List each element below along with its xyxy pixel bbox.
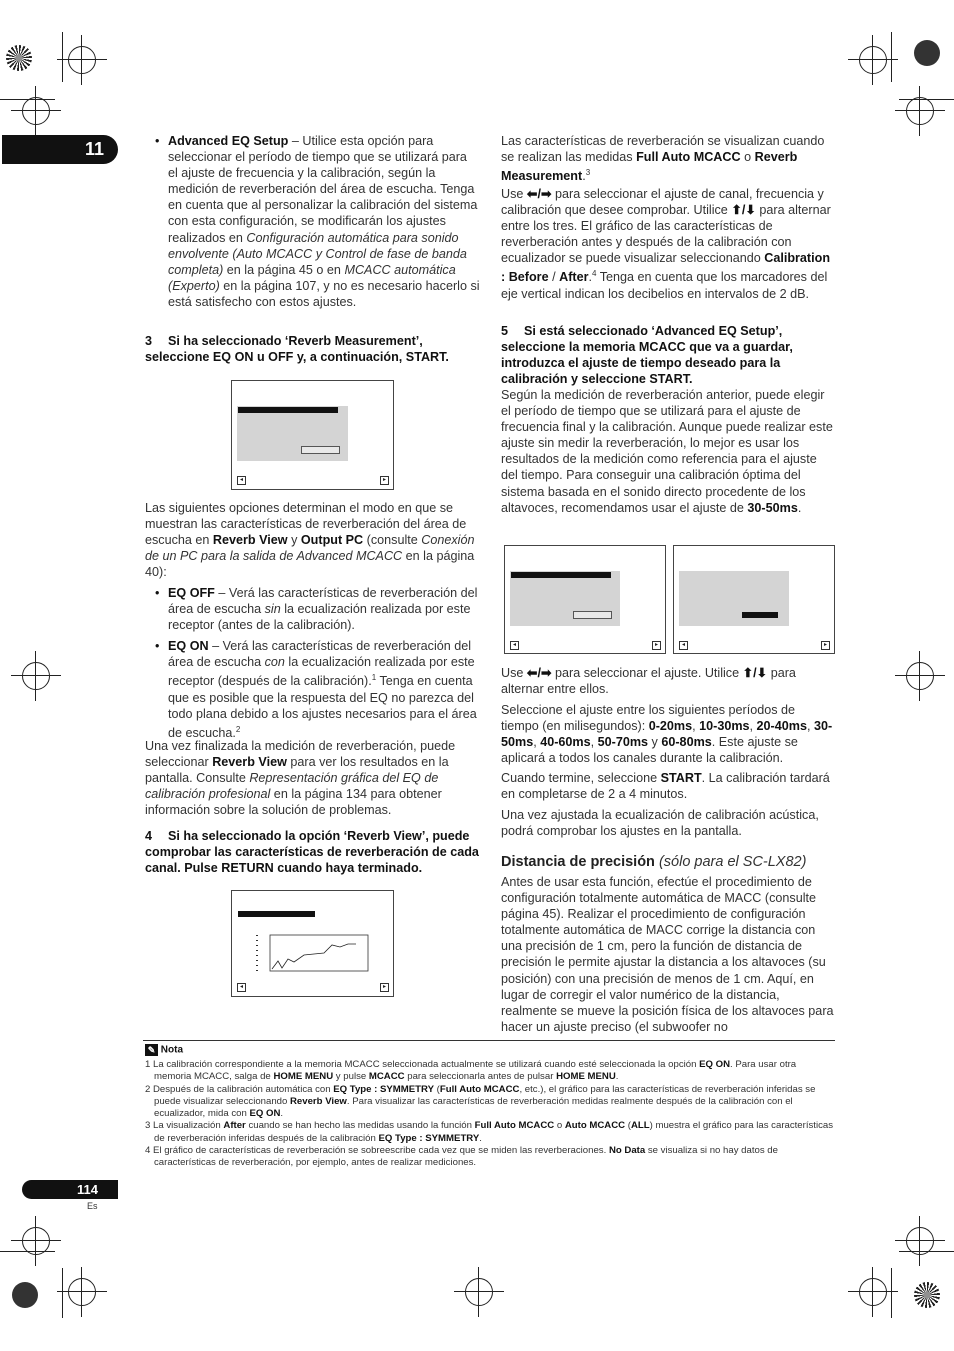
term: EQ Type : SYMMETRY	[333, 1083, 435, 1095]
reverb-graph	[252, 931, 372, 976]
term: Calibration : Before	[501, 251, 831, 285]
section-title: Distancia de precisión	[501, 854, 655, 870]
notes-divider	[143, 1040, 835, 1041]
eq-on-item	[145, 638, 480, 741]
notes-title: Nota	[160, 1044, 184, 1056]
text: Según la medición de reverberación anterior, puede elegir el período de tiempo que se utilizará para el ajuste de frecuencia final y la calibración. Aunque puede realizar este ajuste sin medir la reverberación, lo mejor es usar los resultados de la medición como referencia para el ajuste del tiempo. Para conseguir una calibración óptima del sistema basada en el sonido directo procedente de los altavoces, recomendamos usar el ajuste de	[501, 388, 833, 515]
advanced-eq-setup-screen	[504, 545, 666, 654]
reverb-display-paragraph: Las características de reverberación se visualizan cuando se realizan las medidas Full Auto MCACC o Reverb Measurement.$^3$	[501, 134, 825, 184]
section-heading	[501, 853, 835, 871]
footnote-ref: 2	[235, 724, 241, 734]
return-icon: ◂	[679, 641, 688, 650]
text: cuando se han hecho las medidas usando la función	[245, 1120, 475, 1132]
text: ) muestra el gráfico para las características de reverberación inferidas después de la calibración	[154, 1120, 834, 1144]
registration-mark-icon	[906, 1227, 934, 1255]
text: o	[740, 150, 755, 165]
text: para alternar entre los tres. El gráfico de las características de reverberación antes y después de la calibración con ecualizador se puede visualizar seleccionando	[501, 203, 831, 266]
registration-mark-icon	[465, 1278, 493, 1306]
text: en la página 45 o en	[223, 262, 345, 277]
term: Full Auto MCACC	[439, 1083, 520, 1095]
note-pencil-icon: ✎	[145, 1044, 158, 1056]
text: y	[287, 533, 301, 548]
registration-mark-icon	[906, 662, 934, 690]
time-option: 40-60ms	[540, 735, 591, 750]
text: Seleccione el ajuste entre los siguientes períodos de tiempo (en milisegundos):	[501, 703, 796, 734]
step-number: 4	[145, 829, 153, 843]
text: en la página 134 para obtener información sobre la solución de problemas.	[145, 787, 442, 818]
start-paragraph	[501, 770, 835, 802]
text: . Para visualizar las características de reverberación medidas realmente después de la calibración con el ecualizador, mida con	[154, 1095, 793, 1120]
selected-row-bar	[511, 572, 611, 578]
step-5	[501, 323, 835, 387]
eq-off-item	[145, 585, 480, 633]
next-icon: ▸	[652, 641, 661, 650]
time-option: 10-30ms	[699, 719, 750, 734]
footnote-ref: 1	[371, 673, 377, 683]
time-periods-paragraph: Seleccione el ajuste entre los siguientes períodos de tiempo (en milisegundos): 0-20ms, 10-30ms, 20-40ms, 30-50ms, 40-60ms, 50-70ms y 60-80ms. Este ajuste se aplicará a todos los canales durante la calibración.	[501, 703, 833, 766]
term: Reverb Measurement	[501, 150, 798, 184]
text: Tenga en cuenta que los marcadores del eje vertical indican los decibelios en intervalos de 2 dB.	[501, 270, 828, 301]
left-column	[145, 133, 480, 310]
registration-mark-icon	[859, 46, 887, 74]
advanced-eq-setup-item	[145, 133, 480, 310]
text: – Verá las características de reverberación del área de escucha	[168, 586, 478, 617]
registration-mark-icon	[68, 46, 96, 74]
time-option: 20-40ms	[756, 719, 807, 734]
footnote-ref: 4	[591, 269, 597, 279]
left-right-arrow-icon: ⬅/➡	[526, 187, 552, 201]
text: . La calibración tardará en completarse de 2 a 4 minutos.	[501, 771, 830, 802]
footnote-ref: 3	[585, 168, 591, 178]
term: ALL	[630, 1120, 650, 1132]
text: Antes de usar esta función, efectúe el procedimiento de configuración totalmente automática de MACC (consulte página 45). Realizar el procedimiento de configuración totalmente automática de MACC corrige la distancia con una precisión de 1 cm, pero la función de distancia de precisión le permite ajustar la distancia a los altavoces (su posición) con una precisión de menos de 1 cm. Aquí, en lugar de corregir el valor numérico de la distancia, realmente se mueve la posición física de los altavoces para hacer un ajuste preciso (el subwoofer no	[501, 875, 834, 1034]
registration-wheel-icon	[6, 45, 32, 71]
term: MCACC	[368, 1071, 405, 1083]
registration-mark-icon	[906, 97, 934, 125]
start-button-box	[301, 446, 340, 454]
return-icon: ◂	[237, 983, 246, 992]
cross-reference: Configuración automática para sonido envolvente (Auto MCACC y Control de fase de banda completa)	[168, 230, 467, 277]
term: EQ ON	[168, 639, 209, 654]
term: START	[660, 771, 702, 785]
reverb-result-paragraph	[145, 738, 480, 818]
navigation-paragraph: Use ⬅/➡ para seleccionar el ajuste de canal, frecuencia y calibración que desee comprobar. Utilice ⬆/⬇ para alternar entre los tres. El gráfico de las características de reverberación antes y después de la calibración con ecualizador se puede visualizar seleccionando Calibration : Before / After.$^4$ Tenga en cuenta que los marcadores del eje vertical indican los decibelios en intervalos de 2 dB.	[501, 187, 831, 301]
text: 1 La calibración correspondiente a la memoria MCACC seleccionada actualmente se utilizará cuando esté seleccionada la opción	[145, 1059, 700, 1070]
text: . Para usar otra memoria MCACC, salga de	[154, 1059, 797, 1083]
term: EQ ON	[699, 1059, 731, 1070]
registration-mark-icon	[859, 1278, 887, 1306]
text: para ver los resultados en la pantalla. Consulte	[145, 755, 449, 786]
term: Reverb View	[290, 1095, 347, 1107]
start-button-box	[573, 611, 612, 619]
text: (consulte	[363, 533, 422, 548]
registration-wheel-icon	[12, 1282, 38, 1308]
term: EQ ON	[249, 1108, 281, 1120]
term: After	[559, 270, 589, 285]
text: – Verá las características de reverberación del área de escucha	[168, 639, 472, 670]
next-icon: ▸	[380, 476, 389, 485]
footnotes	[145, 1059, 835, 1170]
step-text: Si ha seleccionado ‘Reverb Measurement’, seleccione EQ ON u OFF y, a continuación, START.	[145, 334, 449, 365]
reverb-measurement-screen	[231, 380, 394, 490]
up-down-arrow-icon: ⬆/⬇	[742, 666, 768, 680]
emphasis: sin	[264, 602, 281, 617]
text: Cuando termine, seleccione	[501, 771, 661, 785]
term: Reverb View	[212, 533, 288, 548]
text: para seleccionar el ajuste de canal, frecuencia y calibración que desee comprobar. Utilice	[501, 187, 824, 218]
text: la ecualización realizada por este receptor (antes de la calibración).	[168, 602, 471, 633]
step-number: 5	[501, 324, 509, 338]
calibration-progress-screen	[673, 545, 835, 654]
text: . Este ajuste se aplicará a todos los canales durante la calibración.	[501, 735, 798, 766]
footnote-3: 3 La visualización After cuando se han hecho las medidas usando la función Full Auto MCACC o Auto MCACC (ALL) muestra el gráfico para las características de reverberación inferidas después de la calibración EQ Type : SYMMETRY.	[145, 1120, 834, 1144]
text: 2 Después de la calibración automática con	[145, 1083, 334, 1095]
text: o	[554, 1120, 565, 1132]
step-number: 3	[145, 334, 153, 348]
eq-options-list	[145, 585, 480, 741]
time-setting-paragraph: Según la medición de reverberación anterior, puede elegir el período de tiempo que se utilizará para el ajuste de frecuencia final y la calibración. Aunque puede realizar este ajuste sin medir la reverberación, lo mejor es usar los resultados de la medición como referencia para el ajuste del tiempo. Para conseguir una calibración óptima del sistema basada en el sonido directo procedente de los altavoces, recomendamos usar el ajuste de 30-50ms.	[501, 388, 833, 515]
text: para alternar entre ellos.	[501, 666, 796, 697]
text: – Utilice esta opción para seleccionar el período de tiempo que se utilizará para el ajuste de frecuencia y la calibración, según la medición de reverberación del área de escucha. Tenga en cuenta que al personalizar la calibración del sistema con esta configuración, se modificarán los ajustes realizados en	[168, 134, 478, 245]
term: Output PC	[300, 533, 364, 548]
text: , etc.), el gráfico para las características de reverberación inferidas se puede visualizar seleccionando	[154, 1083, 816, 1107]
term: Reverb View	[212, 755, 287, 770]
precision-distance-paragraph	[501, 874, 835, 1035]
reverb-view-screen	[231, 890, 394, 997]
chapter-number: 11	[84, 139, 104, 159]
text: Use	[501, 187, 527, 201]
selected-row-bar	[238, 407, 338, 413]
return-icon: ◂	[237, 476, 246, 485]
text: 3 La visualización	[145, 1120, 224, 1132]
next-icon: ▸	[821, 641, 830, 650]
cross-reference: Representación gráfica del EQ de calibración profesional	[145, 771, 439, 802]
up-down-arrow-icon: ⬆/⬇	[731, 203, 756, 218]
language-code: Es	[87, 1201, 98, 1211]
progress-bar	[742, 612, 778, 618]
term: HOME MENU	[273, 1071, 334, 1083]
term: After	[223, 1120, 246, 1132]
crop-mark	[62, 1268, 63, 1318]
footnote-4	[145, 1145, 835, 1170]
registration-mark-icon	[68, 1278, 96, 1306]
text: y pulse	[333, 1071, 369, 1083]
text: la ecualización realizada por este receptor (después de la calibración).	[168, 655, 475, 689]
registration-mark-icon	[22, 1227, 50, 1255]
selected-row-bar	[238, 911, 315, 917]
cross-reference: Conexión de un PC para la salida de Advanced MCACC	[145, 533, 475, 564]
text: en la página 40):	[145, 549, 475, 580]
registration-wheel-icon	[914, 40, 940, 66]
step-4	[145, 828, 480, 876]
term: Advanced EQ Setup	[168, 134, 289, 148]
time-option: 60-80ms	[661, 735, 712, 750]
text: Una vez ajustada la ecualización de calibración acústica, podrá comprobar los ajustes en la pantalla.	[501, 808, 819, 839]
text: se visualiza si no hay datos de características de reverberación, por ejemplo, antes de realizar mediciones.	[154, 1145, 778, 1169]
after-calibration-paragraph	[501, 807, 835, 839]
term: EQ OFF	[168, 586, 215, 600]
reverb-view-paragraph	[145, 500, 480, 580]
registration-mark-icon	[22, 97, 50, 125]
page-number: 114	[77, 1182, 98, 1197]
text: Una vez finalizada la medición de reverberación, puede seleccionar	[145, 739, 456, 770]
text: /	[548, 270, 560, 285]
text: Tenga en cuenta que es posible que la respuesta del EQ no parezca del todo plana debido a los ajustes necesarios para el área de escucha.	[168, 674, 477, 741]
term: EQ Type : SYMMETRY	[378, 1132, 480, 1144]
term: Full Auto MCACC	[636, 150, 741, 165]
text: (	[625, 1120, 631, 1132]
notes-header	[145, 1044, 183, 1056]
text: en la página 107, y no es necesario hacerlo si está satisfecho con estos ajustes.	[168, 278, 480, 309]
next-icon: ▸	[380, 983, 389, 992]
emphasis: con	[264, 655, 285, 670]
time-option: 50-70ms	[597, 735, 649, 750]
step-text: Si ha seleccionado la opción ‘Reverb View’, puede comprobar las características de reverberación de cada canal. Pulse RETURN cuando haya terminado.	[145, 829, 479, 876]
time-option: 30-50ms	[501, 719, 833, 750]
return-icon: ◂	[510, 641, 519, 650]
text: para seleccionarla antes de pulsar	[404, 1071, 557, 1083]
text: Las características de reverberación se visualizan cuando se realizan las medidas	[501, 134, 825, 165]
text: (	[434, 1083, 440, 1095]
term: HOME MENU	[556, 1071, 616, 1083]
time-option: 0-20ms	[648, 719, 693, 734]
text: Las siguientes opciones determinan el modo en que se muestran las características de reverberación del área de escucha en	[145, 501, 467, 548]
crop-mark	[891, 32, 892, 82]
term: No Data	[608, 1145, 646, 1157]
footnote-2: 2 Después de la calibración automática con EQ Type : SYMMETRY (Full Auto MCACC, etc.), el gráfico para las características de reverberación inferidas se puede visualizar seleccionando Reverb View. Para visualizar las características de reverberación medidas realmente después de la calibración con el ecualizador, mida con EQ ON.	[145, 1083, 816, 1120]
crop-mark	[62, 32, 63, 82]
term: 30-50ms	[747, 500, 798, 515]
chapter-tab	[2, 135, 118, 164]
left-right-arrow-icon: ⬅/➡	[526, 666, 552, 680]
select-setting-paragraph	[501, 665, 835, 697]
page-number-tab	[22, 1180, 118, 1199]
step-3	[145, 333, 480, 365]
registration-mark-icon	[22, 662, 50, 690]
step-text: Si está seleccionado ‘Advanced EQ Setup’, seleccione la memoria MCACC que va a guardar, introduzca el ajuste de tiempo deseado para la calibración y seleccione START.	[501, 324, 793, 387]
cross-reference: MCACC automática (Experto)	[168, 262, 456, 293]
text: Use	[501, 666, 527, 680]
footnote-1: 1 La calibración correspondiente a la memoria MCACC seleccionada actualmente se utilizará cuando esté seleccionada la opción EQ ON. Para usar otra memoria MCACC, salga de HOME MENU y pulse MCACC para seleccionarla antes de pulsar HOME MENU.	[145, 1059, 797, 1083]
text: para seleccionar el ajuste. Utilice	[551, 666, 743, 680]
registration-wheel-icon	[914, 1282, 940, 1308]
crop-mark	[891, 1268, 892, 1318]
term: Auto MCACC	[564, 1120, 626, 1132]
section-subtitle: (sólo para el SC-LX82)	[658, 854, 807, 870]
term: Full Auto MCACC	[474, 1120, 555, 1132]
text: 4 El gráfico de características de reverberación se sobreescribe cada vez que se miden las reverberaciones.	[145, 1145, 609, 1157]
